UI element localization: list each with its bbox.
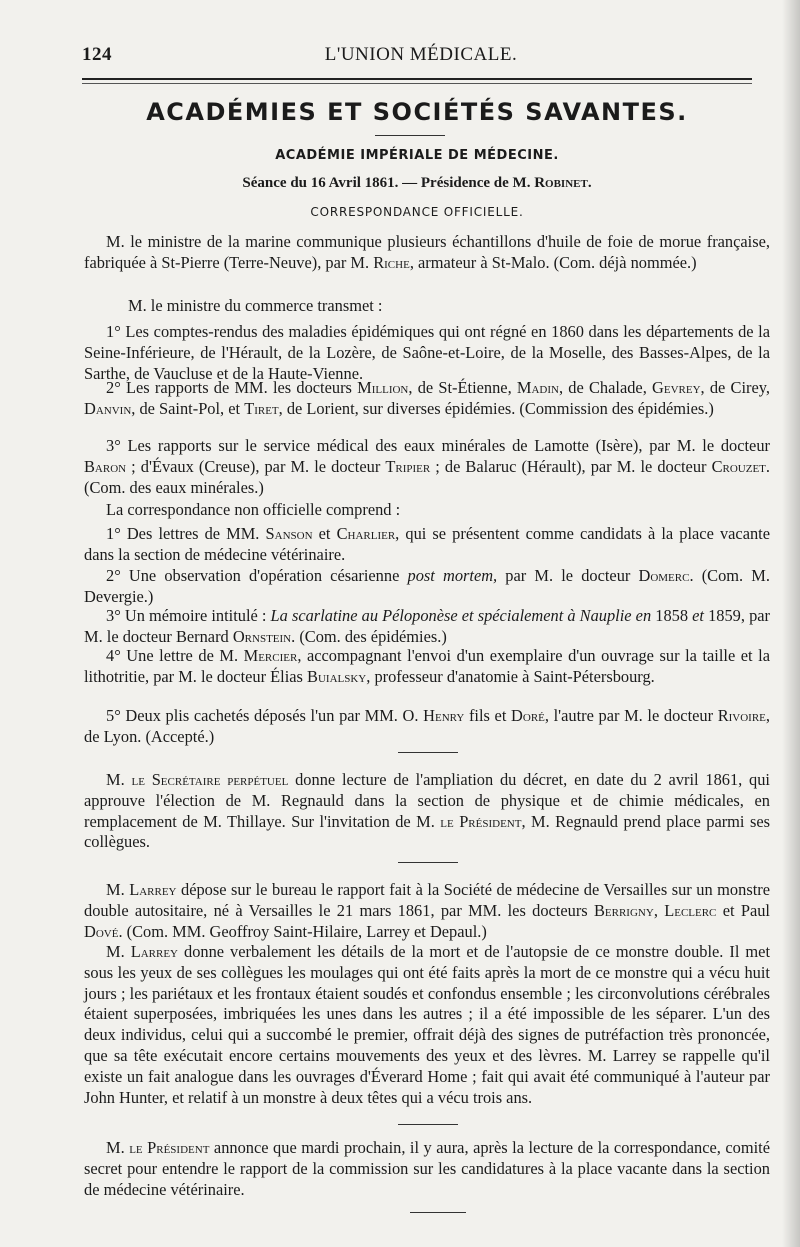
text-run: dépose sur le bureau le rapport fait à la Société de médecine de Versailles sur un monstre double autositaire, né à Versailles le 21 mars 1861, par MM. les docteurs bbox=[84, 880, 770, 920]
page-edge-shadow bbox=[782, 0, 800, 1247]
paragraph-item-letter bbox=[84, 646, 770, 688]
text-run: , de Lyon. (Accepté.) bbox=[84, 706, 771, 746]
text-run: Charlier bbox=[336, 524, 396, 543]
separator-rule bbox=[398, 862, 458, 863]
paragraph-unofficial: La correspondance non officielle comprend : bbox=[106, 500, 401, 519]
text-run: Tiret bbox=[244, 398, 279, 418]
text-run: Dové bbox=[84, 921, 119, 941]
text-run: , M. Regnauld prend place parmi ses collègues. bbox=[84, 811, 770, 852]
text-run: Baron bbox=[84, 456, 127, 476]
paragraph-item-memoir bbox=[84, 606, 770, 648]
text-run: par M. le docteur bbox=[497, 566, 639, 585]
paragraph-larrey-autopsy bbox=[84, 942, 770, 1108]
text-run: Domerc bbox=[638, 566, 690, 585]
paragraph-larrey-deposit bbox=[84, 880, 770, 942]
text-run: 1859, par M. le docteur Bernard bbox=[84, 606, 770, 646]
section-title: ACADÉMIES ET SOCIÉTÉS SAVANTES. bbox=[146, 98, 688, 126]
text-run: La scarlatine au Péloponèse et spécialement à Nauplie en bbox=[270, 606, 652, 625]
text-run: Riche bbox=[373, 252, 410, 272]
paragraph-marine bbox=[84, 232, 770, 274]
paragraph-item-cesarean bbox=[84, 566, 770, 608]
correspondance-heading: CORRESPONDANCE OFFICIELLE. bbox=[310, 205, 524, 219]
text-run: ; d'Évaux (Creuse), par M. le docteur bbox=[126, 456, 386, 476]
text-run: Buialsky bbox=[307, 666, 367, 686]
text-run: , l'autre par M. le docteur bbox=[544, 706, 718, 725]
text-run: , professeur d'anatomie à Saint-Pétersbourg. bbox=[366, 666, 655, 686]
journal-title: L'UNION MÉDICALE. bbox=[324, 44, 518, 65]
running-head bbox=[82, 44, 760, 72]
text-run: Henry bbox=[423, 706, 465, 725]
text-run: , de Saint-Pol, et bbox=[131, 398, 245, 418]
text-run: Gevrey bbox=[652, 378, 701, 397]
seance-line: Séance du 16 Avril 1861. — Présidence de M. Robinet. bbox=[242, 175, 592, 191]
text-run: , bbox=[653, 900, 665, 920]
text-run: M. bbox=[106, 1138, 130, 1157]
text-run: , de Chalade, bbox=[558, 378, 653, 397]
text-run: fils et bbox=[464, 706, 512, 725]
header-rule-thin bbox=[82, 83, 752, 84]
text-run: Séance du 16 Avril 1861. — Présidence de M. bbox=[242, 175, 535, 191]
text-run: Larrey bbox=[129, 880, 177, 899]
text-run: Sanson bbox=[265, 524, 313, 543]
text-run: et bbox=[312, 524, 337, 543]
text-run: 2° Une observation d'opération césarienne bbox=[106, 566, 408, 585]
header-rule bbox=[82, 78, 752, 80]
text-run: , de St-Étienne, bbox=[408, 378, 517, 397]
paragraph-item-mineral-waters bbox=[84, 436, 770, 498]
separator-rule bbox=[398, 752, 458, 753]
text-run: post mortem, bbox=[407, 566, 498, 585]
text-run: Berrigny bbox=[593, 900, 654, 920]
text-run: 1858 bbox=[651, 606, 693, 625]
text-run: , de Cirey, bbox=[700, 378, 770, 397]
paragraph-item-candidates bbox=[84, 524, 770, 566]
paragraph-secretary bbox=[84, 770, 770, 853]
text-run: Doré bbox=[511, 706, 545, 725]
text-run: et bbox=[692, 606, 704, 625]
paragraph-item-sealed bbox=[84, 706, 770, 748]
text-run: 5° Deux plis cachetés déposés l'un par MM. O. bbox=[106, 706, 424, 725]
separator-rule bbox=[398, 1124, 458, 1125]
paragraph-commerce: M. le ministre du commerce transmet : bbox=[128, 296, 383, 315]
paragraph-president bbox=[84, 1138, 770, 1200]
text-run: donne lecture de l'ampliation du décret, en date du 2 avril 1861, qui approuve l'élection de M. Regnauld dans la section de physique et de chimie médicales, en remplacement de M. Thillaye. Sur l'invitation de M. bbox=[84, 770, 770, 831]
text-run: Robinet bbox=[534, 175, 588, 191]
text-run: ; de Balaruc (Hérault), par M. le docteur bbox=[430, 456, 712, 476]
text-run: , qui se présentent comme candidats à la place vacante dans la section de médecine vétérinaire. bbox=[84, 524, 770, 564]
text-run: le Président bbox=[440, 811, 522, 831]
end-rule bbox=[410, 1212, 466, 1213]
text-run: 3° Un mémoire intitulé : bbox=[106, 606, 271, 625]
text-run: . (Com. MM. Geoffroy Saint-Hilaire, Larrey et Depaul.) bbox=[118, 921, 487, 941]
text-run: le Président bbox=[129, 1138, 210, 1157]
text-run: le Secrétaire perpétuel bbox=[131, 770, 289, 789]
text-run: M. le ministre de la marine communique plusieurs échantillons d'huile de foie de morue française, fabriquée à St-Pierre (Terre-Neuve), par M. bbox=[84, 232, 770, 272]
text-run: . (Com. des épidémies.) bbox=[291, 626, 447, 646]
title-rule bbox=[375, 135, 445, 136]
text-run: et Paul bbox=[716, 900, 770, 920]
text-run: 3° Les rapports sur le service médical des eaux minérales de Lamotte (Isère), par M. le docteur bbox=[106, 436, 770, 455]
text-run: 2° Les rapports de MM. les docteurs bbox=[106, 378, 358, 397]
text-run: Larrey bbox=[130, 942, 178, 961]
text-run: Madin bbox=[516, 378, 559, 397]
text-run: M. bbox=[106, 880, 130, 899]
academy-heading: ACADÉMIE IMPÉRIALE DE MÉDECINE. bbox=[275, 148, 559, 163]
text-run: , de Lorient, sur diverses épidémies. (Commission des épidémies.) bbox=[278, 398, 714, 418]
text-run: donne verbalement les détails de la mort et de l'autopsie de ce monstre double. Il met sous les yeux de ses collègues les moulages qui ont été faits après la mort de ce monstre qui a vécu huit jours ; les pariétaux et les frontaux étaient soudés et confondus ensemble ; les circonvolutions cérébrales étaient superposées, imbriquées les unes dans les autres ; il a été impossible de les séparer. L'un des deux individus, celui qui a succombé le premier, offrait déjà des signes de putréfaction très prononcée, que sa tête exécutait encore certains mouvements des yeux et des lèvres. M. Larrey se rappelle qu'il existe un fait analogue dans les ouvrages d'Éverard Home ; fait qui avait été communiqué à l'auteur par John Hunter, et relatif à un monstre à deux têtes qui a vécu trois ans. bbox=[84, 942, 770, 1107]
text-run: Mercier bbox=[243, 646, 298, 665]
text-run: 4° Une lettre de M. bbox=[106, 646, 244, 665]
text-run: , armateur à St-Malo. (Com. déjà nommée.) bbox=[409, 252, 697, 272]
text-run: annonce que mardi prochain, il y aura, après la lecture de la correspondance, comité secret pour entendre le rapport de la commission sur les candidatures à la place vacante dans la section de médecine vétérinaire. bbox=[84, 1138, 770, 1199]
text-run: M. bbox=[106, 770, 132, 789]
page-number: 124 bbox=[82, 44, 112, 65]
text-run: . (Com. M. Devergie.) bbox=[84, 566, 770, 606]
text-run: M. bbox=[106, 942, 131, 961]
text-run: Crouzet bbox=[711, 456, 766, 476]
text-run: . (Com. des eaux minérales.) bbox=[84, 456, 770, 497]
paragraph-item-epidemics: 1° Les comptes-rendus des maladies épidémiques qui ont régné en 1860 dans les départements de la Seine-Inférieure, de l'Hérault, de la Lozère, de Saône-et-Loire, de la Moselle, des Basses-Alpes, de la Sarthe, de Vaucluse et de la Haute-Vienne. bbox=[84, 322, 770, 383]
text-run: , accompagnant l'envoi d'un exemplaire d'un ouvrage sur la taille et la lithotritie, par M. le docteur Élias bbox=[84, 646, 770, 686]
paragraph-item-reports bbox=[84, 378, 770, 420]
text-run: Ornstein bbox=[232, 626, 292, 646]
text-run: 1° Des lettres de MM. bbox=[106, 524, 266, 543]
text-run: Tripier bbox=[385, 456, 431, 476]
text-run: Danvin bbox=[84, 398, 132, 418]
text-run: Leclerc bbox=[664, 900, 717, 920]
text-run: Million bbox=[357, 378, 409, 397]
text-run: Rivoire bbox=[717, 706, 766, 725]
